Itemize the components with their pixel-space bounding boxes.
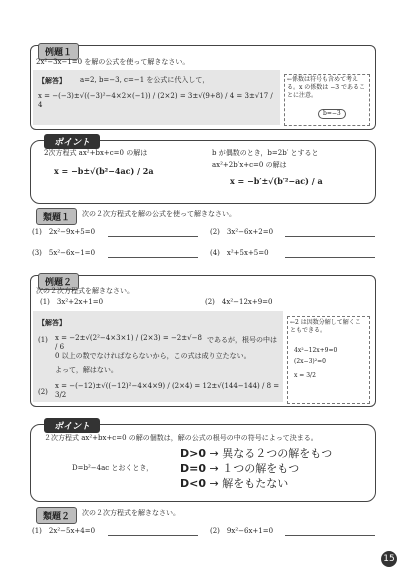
item-number: (3) [32, 249, 42, 257]
example2-answer1-text3: よって，解はない。 [55, 366, 118, 374]
item-equation: 2x²−5x+4=0 [48, 527, 96, 535]
point2-row: D>0 → 異なる２つの解をもつ [180, 447, 333, 460]
example2-answer2-equation: x = −(−12)±√((−12)²−4×4×9) / (2×4) = 12±√(144−144) / 8 = 3/2 [55, 382, 280, 399]
point2-line1: ２次方程式 ax²+bx+c=0 の解の個数は，解の公式の根号の中の符号によって決まる。 [44, 434, 318, 442]
exercise1-label: 類題１ [36, 208, 77, 225]
example2-note-eq1: 4x²−12x+9=0 [294, 347, 338, 354]
example2-answer2-number: (2) [38, 388, 48, 396]
answer-line[interactable] [285, 236, 375, 237]
point2-row: D<0 → 解をもたない [180, 477, 289, 490]
example1-answer-equation: x = −(−3)±√((−3)²−4×2×(−1)) / (2×2) = 3±√(9+8) / 4 = 3±√17 / 4 [38, 92, 273, 109]
example1-answer-label: 【解答】 [38, 76, 66, 85]
exercise1-title: 次の２次方程式を解の公式を使って解きなさい。 [82, 210, 236, 218]
example2-problem: 次の２次方程式を解きなさい。 [36, 287, 134, 295]
item-equation: 9x²−6x+1=0 [226, 527, 274, 535]
exercise1-item [32, 228, 95, 237]
example2-answer-label: 【解答】 [38, 318, 66, 327]
exercise1-item [32, 249, 95, 258]
example2-problem-1: (1) 3x²+2x+1=0 [40, 298, 104, 306]
item-number: (2) [210, 527, 220, 535]
result: 解をもたない [222, 477, 289, 490]
example2-answer1-text: であるが，根号の中は [207, 336, 277, 344]
exercise2-item [32, 527, 95, 536]
point1-formula2: x = −b′±√(b′²−ac) / a [230, 176, 323, 186]
example1-answer-intro: a=2, b=−3, c=−1 を公式に代入して， [80, 76, 210, 84]
result: 異なる２つの解をもつ [222, 447, 333, 460]
example2-answer1-number: (1) [38, 336, 48, 344]
example2-answer1-text2: 0 以上の数でなければならないから，この式は成り立たない。 [55, 352, 251, 360]
item-equation: 5x²−6x−1=0 [48, 249, 96, 257]
item-number: (4) [210, 249, 220, 257]
exercise2-label: 類題２ [36, 507, 77, 524]
example2-label: 例題２ [38, 273, 79, 290]
result: １つの解をもつ [222, 462, 300, 475]
point2-row: D=0 → １つの解をもつ [180, 462, 300, 475]
condition: D<0 [180, 477, 207, 490]
point1-line2: b が偶数のとき，b=2b′ とすると [212, 149, 319, 157]
condition: D=0 [180, 462, 207, 475]
item-number: (1) [32, 527, 42, 535]
item-equation: 2x²−9x+5=0 [48, 228, 96, 236]
example1-label: 例題１ [38, 43, 79, 60]
exercise2-item [210, 527, 273, 536]
item-number: (2) [210, 228, 220, 236]
example2-note: ←2 は因数分解して解くこともできる。 [290, 319, 361, 334]
example1-problem: 2x²−3x−1=0 を解の公式を使って解きなさい。 [36, 58, 190, 66]
answer-line[interactable] [108, 535, 198, 536]
answer-line[interactable] [108, 236, 198, 237]
example1-note-tag: b=−3 [318, 109, 346, 119]
point1-formula1: x = −b±√(b²−4ac) / 2a [54, 166, 154, 176]
answer-line[interactable] [285, 257, 375, 258]
exercise1-item [210, 249, 269, 258]
example2-note-eq3: x = 3/2 [294, 372, 316, 379]
example2-note-eq2: (2x−3)²=0 [294, 358, 326, 365]
item-number: (1) [32, 228, 42, 236]
point2-label: ポイント [44, 418, 100, 433]
item-equation: x²+5x+5=0 [226, 249, 269, 257]
answer-line[interactable] [108, 257, 198, 258]
point1-line1: 2次方程式 ax²+bx+c=0 の解は [44, 149, 148, 157]
exercise2-title: 次の２次方程式を解きなさい。 [82, 509, 180, 517]
exercise1-item [210, 228, 273, 237]
point1-label: ポイント [44, 134, 100, 149]
item-equation: 3x²−6x+2=0 [226, 228, 274, 236]
point1-line3: ax²+2b′x+c=0 の解は [212, 161, 287, 169]
example2-answer1-equation: x = −2±√(2²−4×3×1) / (2×3) = −2±√−8 / 6 [55, 334, 202, 351]
page-number: 15 [381, 551, 397, 567]
condition: D>0 [180, 447, 207, 460]
example1-note: ←係数は符号も含めて考える。x の係数は −3 であることに注意。 [287, 76, 365, 99]
example2-problem-2: (2) 4x²−12x+9=0 [205, 298, 273, 306]
point2-d-definition: D=b²−4ac とおくとき， [72, 464, 154, 472]
answer-line[interactable] [285, 535, 375, 536]
